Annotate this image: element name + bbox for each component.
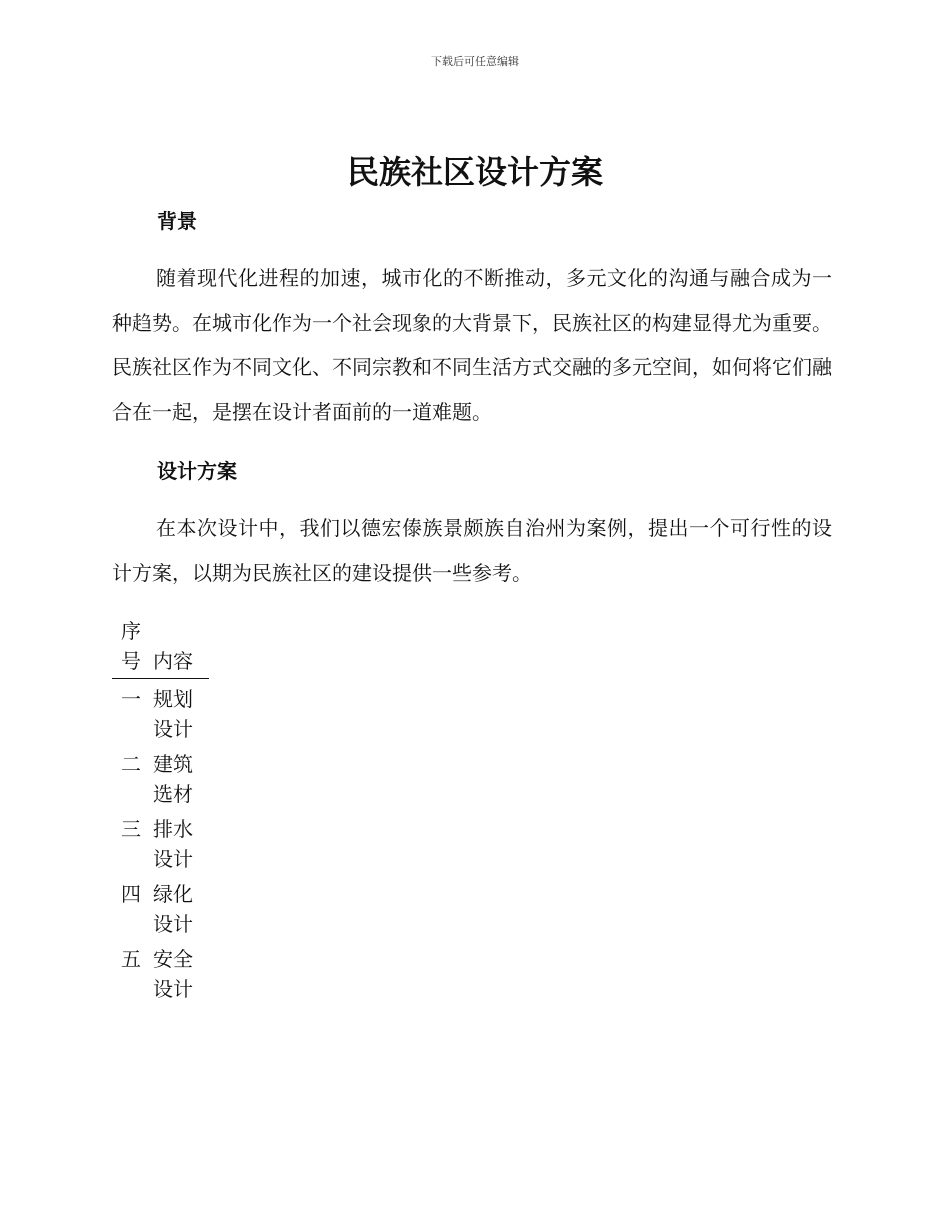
table-header-number: 序号	[112, 616, 153, 679]
table-row	[112, 809, 209, 874]
table-cell-number: 五	[121, 947, 141, 971]
table-cell-content: 绿化设计	[153, 882, 193, 936]
table-cell-number: 三	[121, 817, 141, 841]
table-cell-content: 建筑选材	[153, 752, 193, 806]
design-steps-table	[112, 616, 209, 1004]
table-cell-content: 规划设计	[153, 687, 193, 741]
table-header-content: 内容	[153, 616, 209, 679]
table-cell-number: 二	[121, 752, 141, 776]
table-row	[112, 939, 209, 1004]
section-heading-design-plan: 设计方案	[157, 459, 237, 483]
section-heading-background: 背景	[157, 209, 197, 233]
table-cell-number: 一	[121, 687, 141, 711]
table-row	[112, 874, 209, 939]
page-header-note: 下载后可任意编辑	[431, 55, 519, 68]
table-header-row	[112, 616, 209, 679]
table-cell-number: 四	[121, 882, 141, 906]
table-row	[112, 679, 209, 745]
document-title: 民族社区设计方案	[346, 153, 603, 191]
section-paragraph-background: 随着现代化进程的加速，城市化的不断推动，多元文化的沟通与融合成为一种趋势。在城市化作为一个社会现象的大背景下，民族社区的构建显得尤为重要。民族社区作为不同文化、不同宗教和不同生活方式交融的多元空间，如何将它们融合在一起，是摆在设计者面前的一道难题。	[112, 266, 832, 424]
table-cell-content: 排水设计	[153, 817, 193, 871]
section-paragraph-design-plan: 在本次设计中，我们以德宏傣族景颇族自治州为案例，提出一个可行性的设计方案，以期为民族社区的建设提供一些参考。	[112, 516, 832, 585]
table-row	[112, 744, 209, 809]
table-cell-content: 安全设计	[153, 947, 193, 1001]
